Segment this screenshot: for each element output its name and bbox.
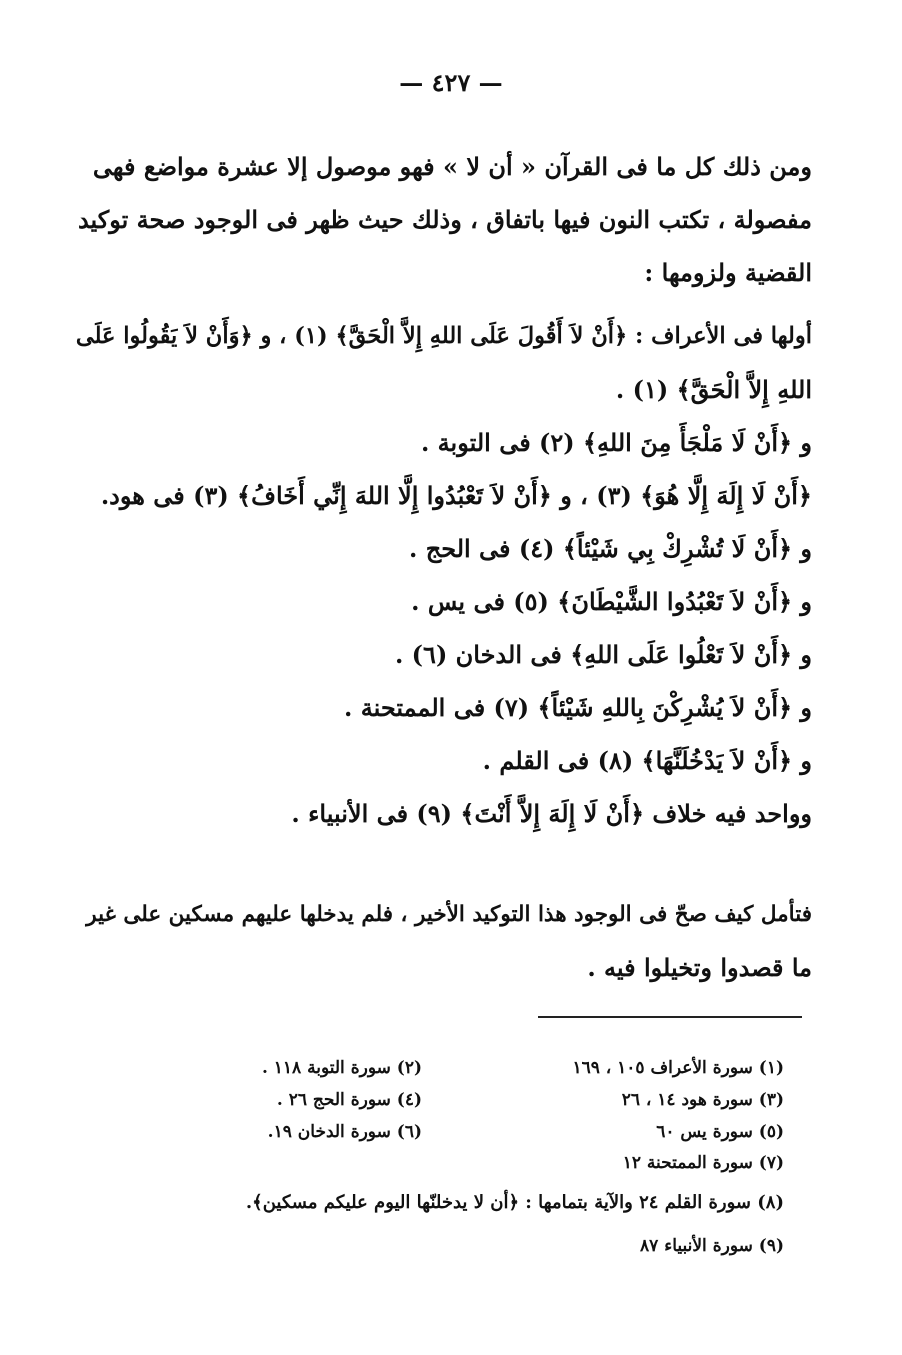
text-line: مفصولة ، تكتب النون فيها باتفاق ، وذلك حيث ظهر فى الوجود صحة توكيد: [77, 205, 812, 234]
text-line: القضية ولزومها :: [644, 258, 812, 287]
example-line: أولها فى الأعراف : ﴿أَنْ لاَ أَقُولَ عَلَى اللهِ إِلاَّ الْحَقَّ﴾ (١) ، و ﴿وَأَنْ لاَ يَقُولُوا عَلَى: [75, 323, 812, 349]
example-line: و ﴿أَنْ لاَ تَعْلُوا عَلَى اللهِ﴾ فى الدخان (٦) .: [394, 640, 812, 669]
examples-list: [70, 310, 812, 840]
example-line: و ﴿أَنْ لاَ يَدْخُلَنَّهَا﴾ (٨) فى القلم .: [482, 746, 812, 775]
footnote-6: (٦) سورة الدخان ١٩.: [267, 1122, 422, 1142]
page-number: — ٤٢٧ —: [399, 68, 503, 97]
footnote-divider: [538, 1016, 802, 1018]
footnote-1: (١) سورة الأعراف ١٠٥ ، ١٦٩: [572, 1058, 784, 1078]
example-line: و ﴿أَنْ لَا مَلْجَأَ مِنَ اللهِ﴾ (٢) فى التوبة .: [420, 428, 812, 457]
example-line: ﴿أَنْ لَا إِلَهَ إِلَّا هُوَ﴾ (٣) ، و ﴿أَنْ لاَ تَعْبُدُوا إِلَّا اللهَ إِنِّي أَخَافُ﴾ (٣) فى هود.: [100, 481, 812, 510]
text-line: ومن ذلك كل ما فى القرآن « أن لا » فهو موصول إلا عشرة مواضع فهى: [92, 152, 812, 181]
example-line: اللهِ إِلاَّ الْحَقَّ﴾ (١) .: [615, 375, 812, 404]
example-line: وواحد فيه خلاف ﴿أَنْ لَا إِلَهَ إِلاَّ أَنْتَ﴾ (٩) فى الأنبياء .: [291, 799, 812, 828]
text-line: ما قصدوا وتخيلوا فيه .: [587, 953, 812, 982]
footnote-2: (٢) سورة التوبة ١١٨ .: [261, 1058, 422, 1078]
footnote-4: (٤) سورة الحج ٢٦ .: [276, 1090, 422, 1110]
example-line: و ﴿أَنْ لَا تُشْرِكْ بِي شَيْئاً﴾ (٤) فى الحج .: [409, 534, 812, 563]
intro-paragraph: [70, 140, 812, 299]
footnote-8: (٨) سورة القلم ٢٤ والآية بتمامها : ﴿أن لا يدخلنّها اليوم عليكم مسكين﴾.: [245, 1192, 784, 1213]
footnote-9: (٩) سورة الأنبياء ٨٧: [640, 1236, 784, 1256]
footnote-5: (٥) سورة يس ٦٠: [656, 1122, 784, 1142]
text-line: فتأمل كيف صحّ فى الوجود هذا التوكيد الأخير ، فلم يدخلها عليهم مسكين على غير: [86, 902, 812, 927]
example-line: و ﴿أَنْ لاَ يُشْرِكْنَ بِاللهِ شَيْئاً﴾ (٧) فى الممتحنة .: [344, 693, 812, 722]
footnote-3: (٣) سورة هود ١٤ ، ٢٦: [621, 1090, 784, 1110]
example-line: و ﴿أَنْ لاَ تَعْبُدُوا الشَّيْطَانَ﴾ (٥) فى يس .: [411, 587, 812, 616]
footnote-7: (٧) سورة الممتحنة ١٢: [622, 1153, 784, 1173]
closing-paragraph: [70, 888, 812, 994]
